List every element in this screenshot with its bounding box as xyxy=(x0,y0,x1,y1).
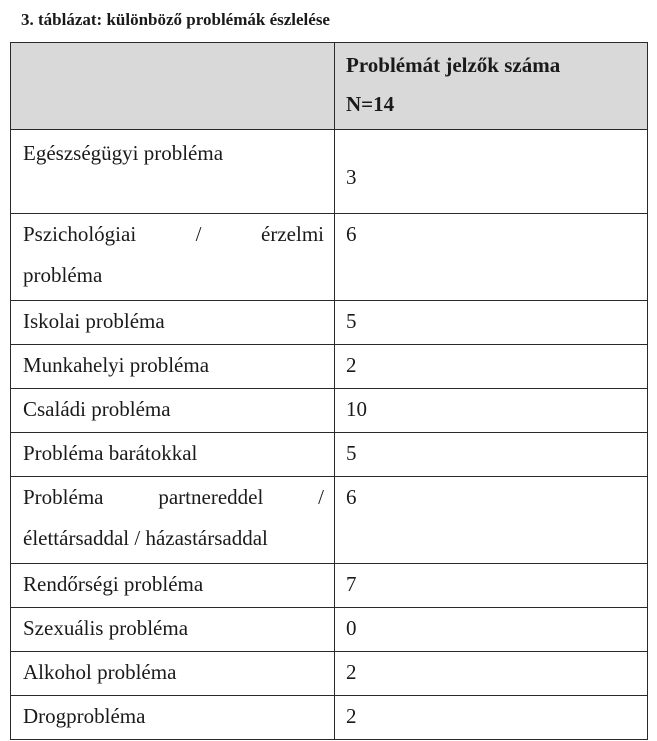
header-value-cell xyxy=(335,43,648,130)
row-value: 5 xyxy=(346,309,357,333)
row-label-cell xyxy=(11,130,335,214)
row-value: 6 xyxy=(346,485,357,509)
row-value: 10 xyxy=(346,397,367,421)
row-label: Probléma barátokkal xyxy=(23,441,198,465)
row-label-cell xyxy=(11,608,335,652)
table-row xyxy=(11,345,648,389)
row-label-cell xyxy=(11,301,335,345)
row-value-cell xyxy=(335,652,648,696)
row-value-cell xyxy=(335,389,648,433)
table-row xyxy=(11,214,648,301)
row-value: 7 xyxy=(346,572,357,596)
row-label-cell xyxy=(11,477,335,564)
table-header-row xyxy=(11,43,648,130)
table-row xyxy=(11,301,648,345)
row-label-cell xyxy=(11,433,335,477)
row-label: Rendőrségi probléma xyxy=(23,572,204,596)
row-label: Drogprobléma xyxy=(23,704,146,728)
row-label-cell xyxy=(11,389,335,433)
row-label: Iskolai probléma xyxy=(23,309,165,333)
row-value-cell xyxy=(335,345,648,389)
row-value: 2 xyxy=(346,353,357,377)
table-row xyxy=(11,696,648,740)
row-value: 3 xyxy=(346,165,357,189)
row-label xyxy=(11,477,334,559)
table-row xyxy=(11,130,648,214)
row-value-cell xyxy=(335,564,648,608)
row-value-cell xyxy=(335,301,648,345)
table-row xyxy=(11,652,648,696)
row-label-line-2: probléma xyxy=(23,263,103,287)
header-label-cell xyxy=(11,43,335,130)
row-value: 5 xyxy=(346,441,357,465)
row-value-cell xyxy=(335,477,648,564)
problems-table xyxy=(10,42,648,740)
row-value: 2 xyxy=(346,704,357,728)
row-label: Egészségügyi probléma xyxy=(23,141,224,165)
row-value-cell xyxy=(335,130,648,214)
row-label-line-2: élettársaddal / házastársaddal xyxy=(23,526,268,550)
row-value: 6 xyxy=(346,222,357,246)
row-label-cell xyxy=(11,214,335,301)
row-value: 0 xyxy=(346,616,357,640)
row-value-cell xyxy=(335,696,648,740)
table-row xyxy=(11,564,648,608)
table-row xyxy=(11,608,648,652)
row-label-cell xyxy=(11,564,335,608)
row-value: 2 xyxy=(346,660,357,684)
row-value-cell xyxy=(335,214,648,301)
row-value-cell xyxy=(335,608,648,652)
row-value-cell xyxy=(335,433,648,477)
row-label-line-1: Pszichológiai / érzelmi xyxy=(23,222,324,246)
header-value-title: Problémát jelzők száma xyxy=(346,53,561,77)
row-label: Alkohol probléma xyxy=(23,660,177,684)
row-label xyxy=(11,214,334,296)
row-label-cell xyxy=(11,345,335,389)
row-label: Szexuális probléma xyxy=(23,616,189,640)
table-caption: 3. táblázat: különböző problémák észlelése xyxy=(21,10,330,29)
table-row xyxy=(11,477,648,564)
row-label-line-1: Probléma partnereddel / xyxy=(23,485,324,509)
row-label-cell xyxy=(11,652,335,696)
row-label: Családi probléma xyxy=(23,397,171,421)
table-row xyxy=(11,433,648,477)
header-sample-size: N=14 xyxy=(346,92,395,116)
row-label: Munkahelyi probléma xyxy=(23,353,210,377)
table-row xyxy=(11,389,648,433)
row-label-cell xyxy=(11,696,335,740)
